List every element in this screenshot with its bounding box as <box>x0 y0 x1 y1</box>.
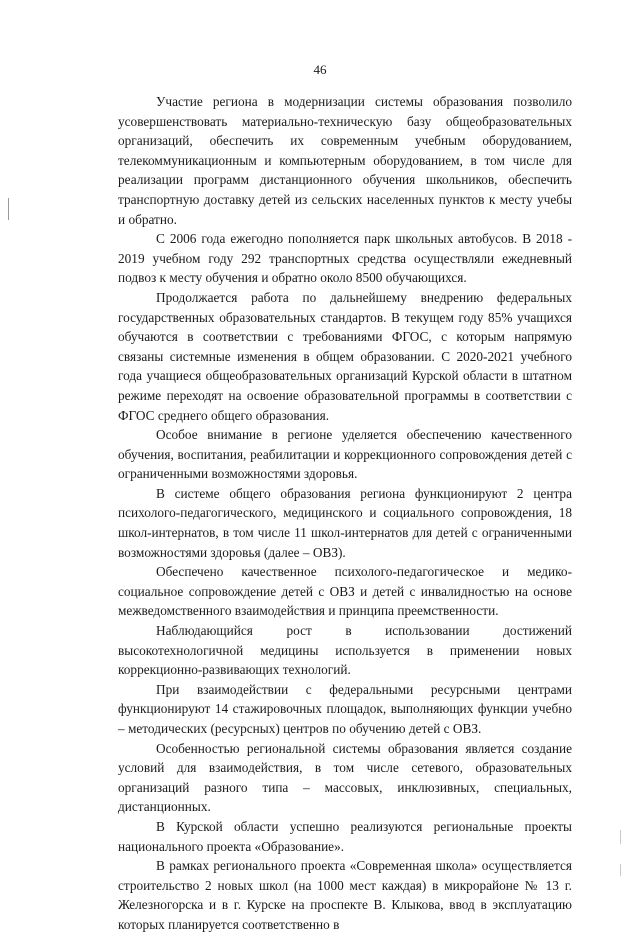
paragraph-school-buses: С 2006 года ежегодно пополняется парк школьных автобусов. В 2018 - 2019 учебном году 292 транспортных средства осуществляли ежедневный подвоз к месту обучения и обратно около 8500 обучающихся. <box>118 231 572 286</box>
paragraph-special-attention: Особое внимание в регионе уделяется обеспечению качественного обучения, воспитания, реабилитации и коррекционного сопровождения детей с ограниченными возможностями здоровья. <box>118 427 572 482</box>
paragraph-fgos-standards: Продолжается работа по дальнейшему внедрению федеральных государственных образовательных стандартов. В текущем году 85% учащихся обучаются в соответствии с требованиями ФГОС, с которым напрямую связаны системные изменения в общем образовании. С 2020-2021 учебного года учащиеся общеобразовательных организаций Курской области в штатном режиме переходят на освоение образовательной программы в соответствии с ФГОС среднего общего образования. <box>118 289 572 423</box>
paragraph-medical-social-support: Обеспечено качественное психолого-педагогическое и медико-социальное сопровождение детей с ОВЗ и детей с инвалидностью на основе межведомственного взаимодействия и принципа преемственности. <box>118 564 572 619</box>
paragraph-modern-school: В рамках регионального проекта «Современная школа» осуществляется строительство 2 новых школ (на 1000 мест каждая) в микрорайоне № 13 г. Железногорска и в г. Курске на проспекте В. Клыкова, ввод в эксплуатацию которых планируется соответственно в <box>118 858 572 932</box>
paragraph-support-centers: В системе общего образования региона функционируют 2 центра психолого-педагогического, медицинского и социального сопровождения, 18 школ-интернатов, в том числе 11 школ-интернатов для детей с ограниченными возможностями здоровья (далее – ОВЗ). <box>118 485 572 560</box>
paragraph-modernization: Участие региона в модернизации системы образования позволило усовершенствовать материально-техническую базу общеобразовательных организаций, обеспечить их современным учебным оборудованием, телекоммуникационным и компьютерным оборудованием, в том числе для реализации программ дистанционного обучения школьников, обеспечить транспортную доставку детей из сельских населенных пунктов к месту учебы и обратно. <box>118 94 572 227</box>
paragraph-national-project: В Курской области успешно реализуются региональные проекты национального проекта «Образование». <box>118 818 572 854</box>
page-number: 46 <box>313 62 327 77</box>
document-body <box>118 92 572 935</box>
edge-scan-mark <box>620 864 621 876</box>
paragraph-regional-system: Особенностью региональной системы образования является создание условий для взаимодействия, в том числе сетевого, образовательных организаций разного типа – массовых, инклюзивных, специальных, дистанционных. <box>118 740 572 815</box>
edge-scan-mark <box>620 830 621 844</box>
margin-line-mark <box>8 198 9 220</box>
paragraph-high-tech-medicine: Наблюдающийся рост в использовании достижений высокотехнологичной медицины используется в применении новых коррекционно-развивающих технологий. <box>118 623 572 678</box>
paragraph-resource-centers: При взаимодействии с федеральными ресурсными центрами функционируют 14 стажировочных площадок, выполняющих функции учебно – методических (ресурсных) центров по обучению детей с ОВЗ. <box>118 681 572 736</box>
